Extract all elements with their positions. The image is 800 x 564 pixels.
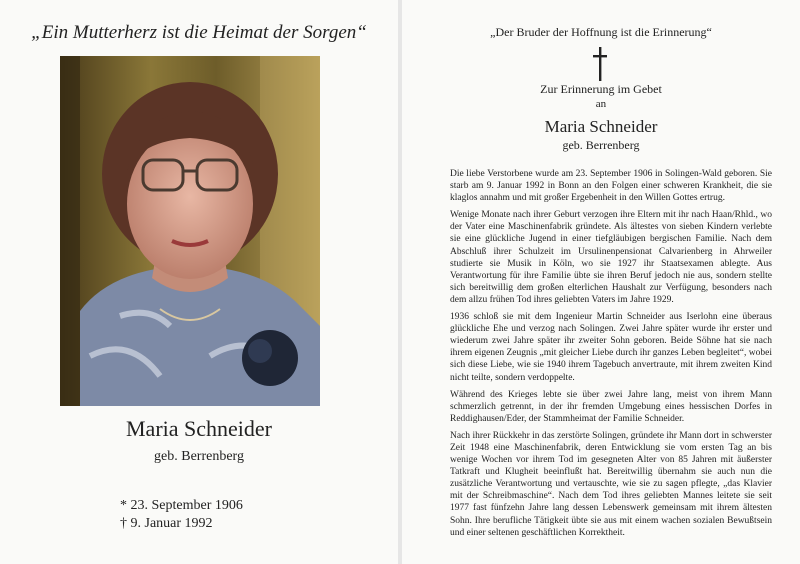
bio-paragraph: Während des Krieges lebte sie über zwei Jahre lang, meist von ihrem Mann schmerzlich getrennt, in der ihr fremden Umgebung eines hessischen Dorfes in Reddighausen/Eder, der Stammheimat der Familie Schneider. (450, 389, 772, 424)
an-line: an (595, 98, 607, 110)
portrait-photo (60, 56, 320, 406)
left-motto: „Ein Mutterherz ist die Heimat der Sorgen“ (31, 22, 367, 43)
birth-date: * 23. September 1906 (120, 498, 243, 513)
death-date: † 9. Januar 1992 (120, 516, 213, 531)
biography (450, 168, 772, 544)
bio-paragraph: Wenige Monate nach ihrer Geburt verzogen ihre Eltern mit ihr nach Haan/Rhld., wo der Vater eine Maschinenfabrik gründete. Als ältestes von sieben Kindern verlebte sie eine glückliche Jugend in einer tiefgläubigen bergischen Familie. Nach dem Abschluß ihrer Schulzeit im Ursulinenpensionat Calvarienberg in Ahrweiler studierte sie Musik in Köln, wo sie 1927 ihr Staatsexamen ablegte. Aus Verantwortung für ihre Familie übte sie ihren Beruf jedoch nie aus, sondern stellte sich bereitwillig dem großen elterlichen Haushalt zur Verfügung, besonders nach dem allzu frühen Tod ihres geliebten Vaters im Jahre 1929. (450, 210, 772, 305)
deceased-name-left: Maria Schneider (126, 416, 272, 441)
right-motto: „Der Bruder der Hoffnung ist die Erinnerung“ (490, 25, 712, 39)
cross-icon (593, 47, 607, 81)
maiden-name-right: geb. Berrenberg (562, 138, 640, 152)
bio-paragraph: 1936 schloß sie mit dem Ingenieur Martin Schneider aus Iserlohn eine überaus glückliche Ehe und verzog nach Solingen. Zwei Jahre später wurde ihr erster und wiederum zwei Jahre später ihr zweiter Sohn geboren. Beide Söhne hat sie nach ihrem eigenen Zeugnis „mit gleicher Liebe durch ihr ganzes Leben begleitet“, wobei sich diese Liebe, wie sie 1940 ihrem Tagebuch anvertraute, mit ihrem zweiten Kind nicht teilte, sondern verdoppelte. (450, 312, 772, 383)
bio-paragraph: Nach ihrer Rückkehr in das zerstörte Solingen, gründete ihr Mann dort in schwerster Zeit 1948 eine Maschinenfabrik, deren Entwicklung sie vom ersten Tag an bis wenige Wochen vor ihrem Tod im gesegneten Alter von 85 Jahren mit äußerster Tatkraft und Klugheit beeinflußt hat. Bereitwillig übernahm sie auch nun die zusätzliche Verantwortung und vertauschte, wie sie zu sagen pflegte, „das Klavier mit der Schreibmaschine“. Nach dem Tod ihres geliebten Mannes leitete sie seit 1977 fast fünfzehn Jahre lang dessen Lebenswerk gemeinsam mit ihrem ältesten Sohn. Ihre berufliche Tätigkeit übte sie aus mit einem wachen sozialen Bewußtsein und einer seltenen geschäftlichen Korrektheit. (450, 430, 772, 538)
bio-paragraph: Die liebe Verstorbene wurde am 23. September 1906 in Solingen-Wald geboren. Sie starb am 9. Januar 1992 in Bonn an den Folgen einer schweren Krankheit, die sie klaglos annahm und mit großer Ergebenheit in den Willen Gottes ertrug. (450, 169, 772, 204)
maiden-name-left: geb. Berrenberg (154, 449, 244, 464)
life-dates (120, 497, 243, 533)
deceased-name-right: Maria Schneider (544, 117, 658, 136)
memory-line: Zur Erinnerung im Gebet (540, 82, 662, 96)
